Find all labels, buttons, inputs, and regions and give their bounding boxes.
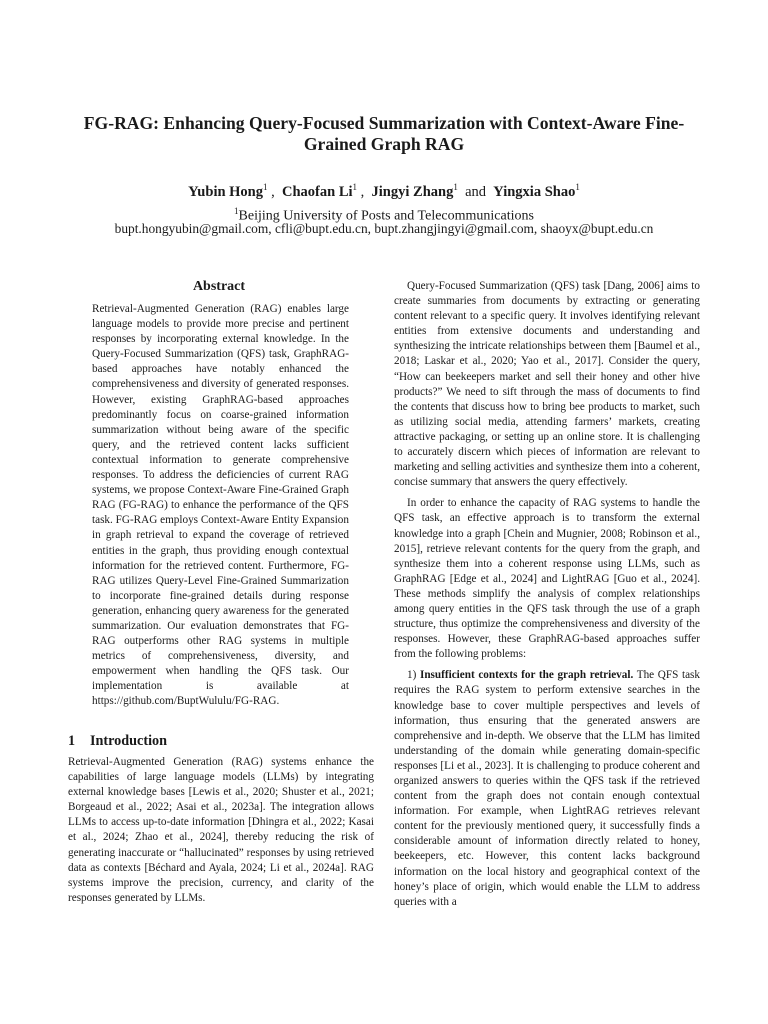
author-and: and	[465, 183, 487, 200]
problem-1-title: Insufficient contexts for the graph retrieval.	[419, 669, 634, 682]
author-name: Jingyi Zhang	[371, 183, 454, 200]
author-affiliation-mark: 1	[575, 182, 580, 192]
author-name: Yubin Hong	[188, 183, 264, 200]
section-heading-introduction	[68, 733, 167, 750]
author-affiliation-mark: 1	[263, 182, 268, 192]
qfs-paragraph: Query-Focused Summarization (QFS) task [Dang, 2006] aims to create summaries from documents by extracting or generating content relevant to a specific query. It involves identifying relevant entities from extensive documents and understanding and synthesizing the intricate relationships between them [Baumel et al., 2018; Laskar et al., 2020; Yao et al., 2017]. Consider the query, “How can beekeepers market and sell their honey and other hive products?” We need to sift through the mass of documents to find the contents that discuss how to bring bee products to market, such as utilizing social media, attending farmers’ markets, creating attractive packaging, or setting up an online store. It is challenging to accurately discern which pieces of information are relevant to marketing and selling activities and synthesize them into a coherent, concise summary that answers the query effectively.	[394, 280, 700, 489]
problem-1-number: 1)	[407, 669, 420, 682]
author-separator: ,	[271, 183, 275, 200]
abstract-heading: Abstract	[192, 279, 246, 294]
author-name: Chaofan Li	[282, 183, 353, 200]
author-affiliation-mark: 1	[453, 182, 458, 192]
problem-1-paragraph	[394, 668, 700, 910]
author-emails: bupt.hongyubin@gmail.com, cfli@bupt.edu.cn, bupt.zhangjingyi@gmail.com, shaoyx@bupt.edu.cn	[114, 221, 654, 236]
abstract-text: Retrieval-Augmented Generation (RAG) enables large language models to provide more precise and pertinent responses by incorporating external knowledge. In the Query-Focused Summarization (QFS) task, GraphRAG-based approaches have notably enhanced the comprehensiveness and diversity of generated responses. However, existing GraphRAG-based approaches predominantly focus on coarse-grained information summarization without being aware of the specific query, and the retrieved content lacks sufficient contextual information to generate comprehensive responses. To address the deficiencies of current RAG systems, we propose Context-Aware Fine-Grained Graph RAG (FG-RAG) to enhance the performance of the QFS task. FG-RAG employs Context-Aware Entity Expansion in graph retrieval to expand the coverage of retrieved entities in the graph, thus providing enough contextual information for the retrieved content. Furthermore, FG-RAG utilizes Query-Level Fine-Grained Summarization to incorporate fine-grained details during response generation, enhancing query awareness for the generated summarization. Our evaluation demonstrates that FG-RAG outperforms other RAG systems in multiple metrics of comprehensiveness, diversity, and empowerment when handling the QFS task. Our implementation is available at https://github.com/BuptWululu/FG-RAG.	[92, 303, 349, 708]
author-name: Yingxia Shao	[493, 183, 576, 200]
graph-rag-paragraph: In order to enhance the capacity of RAG systems to handle the QFS task, an effective approach is to transform the external knowledge into a graph [Chein and Mugnier, 2008; Robinson et al., 2015], retrieve relevant contents for the query from the graph, and synthesize them into a coherent response using LLMs, such as GraphRAG [Edge et al., 2024] and LightRAG [Guo et al., 2024]. These methods simplify the analysis of complex relationships among query entities in the QFS task through the use of a graph structure, thus optimize the comprehensiveness and diversity of the responses. However, these GraphRAG-based approaches suffer from the following problems:	[394, 497, 700, 661]
affiliation-text: Beijing University of Posts and Telecommunications	[238, 208, 534, 224]
problem-1-text: The QFS task requires the RAG system to perform extensive searches in the knowledge base to cover multiple perspectives and levels of information, thus ensuring that the generated answers are comprehensive and in-depth. We observe that the LLM has limited understanding of the domain while generating domain-specific responses [Li et al., 2023]. It is challenging to produce coherent and organized answers to queries within the QFS task if the retrieved content from the graph does not contain enough contextual information. For example, when LightRAG retrieves relevant content for the previously mentioned query, it successfully finds a considerable amount of information directly related to honey, beekeepers, etc. However, this content lacks background information on the local history and geographical context of the honey’s place of origin, which would enable the LLM to address queries with a	[394, 669, 700, 908]
author-list	[40, 178, 728, 201]
paper-title: FG-RAG: Enhancing Query-Focused Summarization with Context-Aware Fine-Grained Graph RAG	[83, 113, 685, 154]
author-separator: ,	[360, 183, 365, 200]
section-number: 1	[68, 733, 76, 749]
introduction-paragraph: Retrieval-Augmented Generation (RAG) systems enhance the capabilities of large language models (LLMs) by integrating external knowledge bases [Lewis et al., 2020; Shuster et al., 2021; Borgeaud et al., 2022; Asai et al., 2023a]. The integration allows LLMs to access up-to-date information [Dhingra et al., 2022; Kasai et al., 2024; Zhao et al., 2024], thereby reducing the risk of generating inaccurate or “hallucinated” responses by using retrieved data as contexts [Béchard and Ayala, 2024; Li et al., 2024a]. RAG systems improve the precision, currency, and clarity of the responses generated by LLMs.	[68, 756, 374, 904]
author-affiliation-mark: 1	[352, 182, 358, 192]
right-column	[394, 279, 700, 910]
section-title: Introduction	[90, 733, 167, 749]
affiliation-mark: 1	[234, 206, 239, 216]
